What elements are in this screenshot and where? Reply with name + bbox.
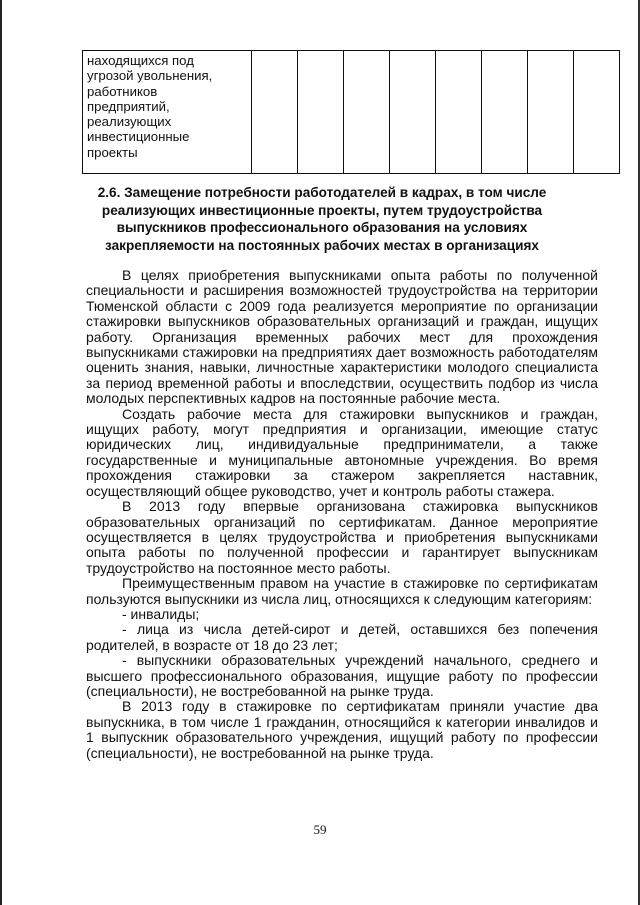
paragraph: Создать рабочие места для стажировки выпускников и граждан, ищущих работу, могут предприятия и организации, имеющие статус юридических лиц, индивидуальные предприниматели, а также государственные и муниципальные автономные учреждения. Во время прохождения стажировки за стажером закрепляется наставник, осуществляющий общее руководство, учет и контроль работы стажера.: [86, 405, 598, 499]
paragraph: Преимущественным правом на участие в стажировке по сертификатам пользуются выпускники из числа лиц, относящихся к следующим категориям:: [86, 575, 598, 607]
paragraph: В целях приобретения выпускниками опыта работы по полученной специальности и расширения возможностей трудоустройства на территории Тюменской области с 2009 года реализуется мероприятие по организации стажировки выпускников образовательных организаций и граждан, ищущих работу. Организация временных рабочих мест для прохождения выпускниками стажировки на предприятиях дает возможность работодателям оценить знания, навыки, личностные характеристики молодого специалиста за период временной работы и впоследствии, осуществить подбор из числа молодых перспективных кадров на постоянные рабочие места.: [86, 267, 598, 407]
data-table: [82, 50, 620, 174]
table-cell: [528, 51, 574, 174]
page-number: 59: [313, 822, 327, 837]
table-cell: [436, 51, 482, 174]
table-cell: [298, 51, 344, 174]
table-cell: [574, 51, 620, 174]
table-cell: [252, 51, 298, 174]
list-item: - выпускники образовательных учреждений начального, среднего и высшего профессионального образования, ищущие работу по профессии (специальности), не востребованной на рынке труда.: [86, 652, 598, 699]
table-cell-category: находящихся под угрозой увольнения, работников предприятий, реализующих инвестиционные проекты: [83, 51, 252, 174]
list-item: - лица из числа детей-сирот и детей, оставшихся без попечения родителей, в возрасте от 18 до 23 лет;: [86, 621, 598, 653]
table-cell: [482, 51, 528, 174]
body-text: [86, 268, 598, 761]
table-cell: [390, 51, 436, 174]
table-row: [83, 51, 620, 174]
scan-edge-left: [0, 0, 2, 905]
table-cell: [344, 51, 390, 174]
paragraph: В 2013 году в стажировке по сертификатам приняли участие два выпускника, в том числе 1 гражданин, относящийся к категории инвалидов и 1 выпускник образовательного учреждения, ищущий работу по профессии (специальности), не востребованной на рынке труда.: [86, 698, 598, 761]
paragraph: В 2013 году впервые организована стажировка выпускников образовательных организаций по сертификатам. Данное мероприятие осуществляется в целях трудоустройства и приобретения выпускниками опыта работы по полученной профессии и гарантирует выпускникам трудоустройство на постоянное место работы.: [86, 498, 598, 576]
list-item: - инвалиды;: [122, 605, 200, 622]
section-heading: 2.6. Замещение потребности работодателей в кадрах, в том числе реализующих инвестиционные проекты, путем трудоустройства выпускников профессионального образования на условиях закрепляемости на постоянных рабочих местах в организациях: [97, 185, 547, 253]
